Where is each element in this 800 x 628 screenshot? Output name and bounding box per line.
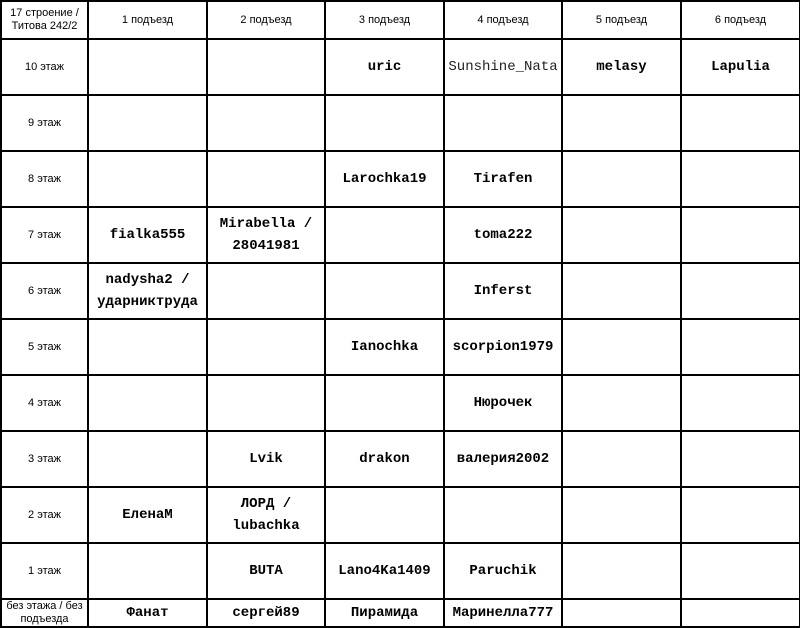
- resident-cell: [88, 95, 207, 151]
- resident-cell: [207, 375, 325, 431]
- floor-label: 3 этаж: [1, 431, 88, 487]
- resident-cell: [88, 543, 207, 599]
- resident-cell: BUTA: [207, 543, 325, 599]
- resident-cell: uric: [325, 39, 444, 95]
- resident-cell: fialka555: [88, 207, 207, 263]
- floor-label: 6 этаж: [1, 263, 88, 319]
- floor-row: [1, 207, 800, 263]
- resident-cell: Mirabella / 28041981: [207, 207, 325, 263]
- floor-row: [1, 263, 800, 319]
- resident-cell: Tirafen: [444, 151, 562, 207]
- floor-label: 4 этаж: [1, 375, 88, 431]
- resident-cell: [88, 319, 207, 375]
- resident-cell: melasy: [562, 39, 681, 95]
- resident-cell: Lapulia: [681, 39, 800, 95]
- entrance-header-1: 1 подъезд: [88, 1, 207, 39]
- entrance-header-2: 2 подъезд: [207, 1, 325, 39]
- resident-cell: [444, 95, 562, 151]
- resident-cell: Larochka19: [325, 151, 444, 207]
- resident-cell: [325, 207, 444, 263]
- resident-cell: [562, 375, 681, 431]
- resident-cell: toma222: [444, 207, 562, 263]
- resident-cell: [562, 95, 681, 151]
- resident-cell: валерия2002: [444, 431, 562, 487]
- resident-cell: Пирамида: [325, 599, 444, 627]
- resident-cell: [681, 263, 800, 319]
- floor-row: [1, 39, 800, 95]
- resident-cell: drakon: [325, 431, 444, 487]
- resident-cell: [681, 375, 800, 431]
- floor-label: 2 этаж: [1, 487, 88, 543]
- floor-label: 1 этаж: [1, 543, 88, 599]
- resident-cell: [207, 263, 325, 319]
- resident-cell: [562, 543, 681, 599]
- resident-cell: [562, 319, 681, 375]
- resident-cell: [88, 431, 207, 487]
- entrance-header-6: 6 подъезд: [681, 1, 800, 39]
- resident-cell: [681, 431, 800, 487]
- resident-cell: [207, 95, 325, 151]
- resident-cell: [562, 207, 681, 263]
- floor-label: без этажа / без подъезда: [1, 599, 88, 627]
- floor-row: [1, 319, 800, 375]
- resident-cell: [88, 151, 207, 207]
- resident-cell: [207, 151, 325, 207]
- floor-label: 5 этаж: [1, 319, 88, 375]
- floor-row: [1, 487, 800, 543]
- header-row: [1, 1, 800, 39]
- entrance-header-3: 3 подъезд: [325, 1, 444, 39]
- corner-label: 17 строение / Титова 242/2: [1, 1, 88, 39]
- resident-cell: [562, 487, 681, 543]
- floor-row: [1, 151, 800, 207]
- floor-label: 9 этаж: [1, 95, 88, 151]
- resident-cell: Нюрочек: [444, 375, 562, 431]
- resident-cell: Фанат: [88, 599, 207, 627]
- floor-label: 7 этаж: [1, 207, 88, 263]
- resident-cell: ЛОРД / lubachka: [207, 487, 325, 543]
- floor-row: [1, 543, 800, 599]
- resident-cell: Lvik: [207, 431, 325, 487]
- resident-cell: [562, 263, 681, 319]
- resident-cell: Sunshine_Nata: [444, 39, 562, 95]
- resident-cell: [325, 263, 444, 319]
- resident-cell: ЕленаМ: [88, 487, 207, 543]
- resident-cell: [207, 39, 325, 95]
- resident-cell: [325, 375, 444, 431]
- floor-row: [1, 375, 800, 431]
- floor-row: [1, 95, 800, 151]
- resident-cell: [562, 151, 681, 207]
- resident-cell: [681, 151, 800, 207]
- resident-cell: [681, 207, 800, 263]
- floor-label: 10 этаж: [1, 39, 88, 95]
- resident-cell: Ianochka: [325, 319, 444, 375]
- resident-cell: [562, 431, 681, 487]
- resident-cell: [681, 487, 800, 543]
- floor-label: 8 этаж: [1, 151, 88, 207]
- resident-cell: Маринелла777: [444, 599, 562, 627]
- resident-cell: Paruchik: [444, 543, 562, 599]
- resident-cell: [325, 487, 444, 543]
- floor-row: [1, 431, 800, 487]
- resident-cell: [88, 375, 207, 431]
- resident-cell: [444, 487, 562, 543]
- resident-cell: nadysha2 / ударниктруда: [88, 263, 207, 319]
- resident-cell: scorpion1979: [444, 319, 562, 375]
- resident-cell: [681, 319, 800, 375]
- resident-cell: [325, 95, 444, 151]
- resident-cell: Inferst: [444, 263, 562, 319]
- resident-cell: [681, 95, 800, 151]
- resident-cell: Lano4Ka1409: [325, 543, 444, 599]
- entrance-header-4: 4 подъезд: [444, 1, 562, 39]
- entrance-header-5: 5 подъезд: [562, 1, 681, 39]
- floor-rows: [1, 39, 800, 627]
- resident-cell: [207, 319, 325, 375]
- resident-cell: [88, 39, 207, 95]
- resident-cell: сергей89: [207, 599, 325, 627]
- resident-cell: [681, 543, 800, 599]
